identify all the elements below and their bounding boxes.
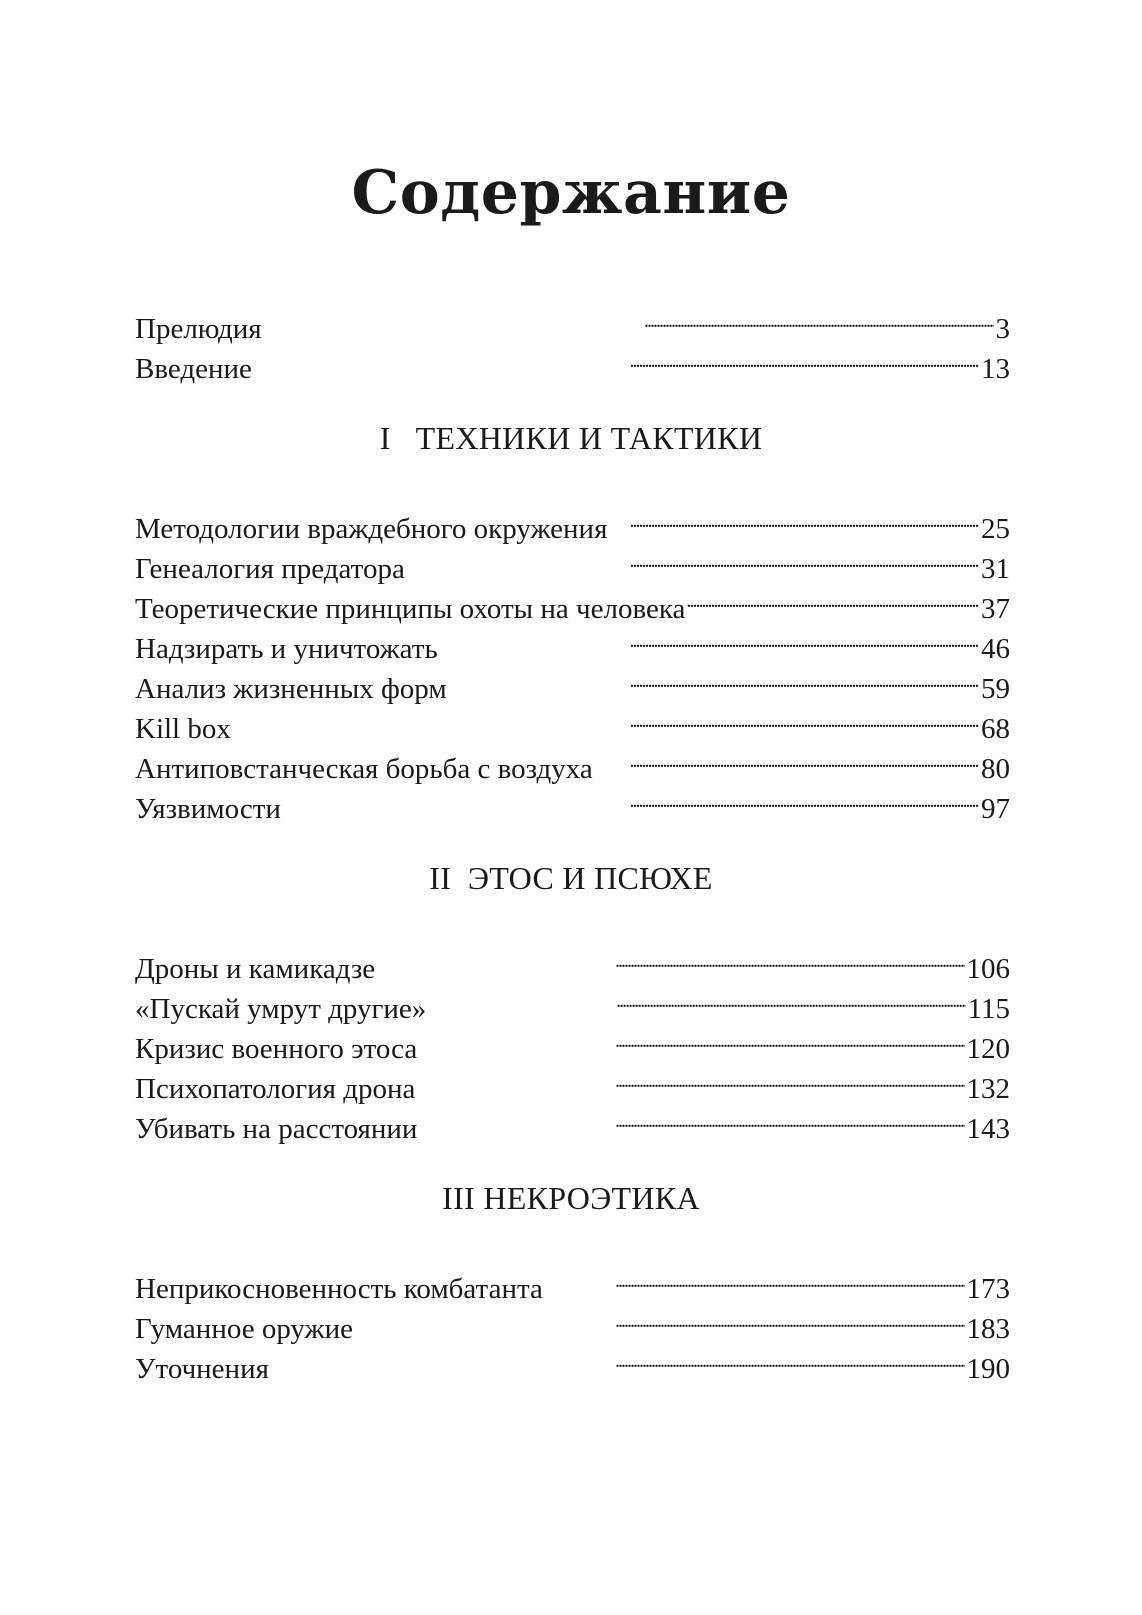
leader-dots [271, 1338, 965, 1378]
toc-entry-label: Кризис военного этоса [135, 1033, 418, 1065]
toc-entry-page: 46 [981, 633, 1010, 665]
toc-entry-page: 132 [966, 1073, 1010, 1105]
leader-dots [440, 618, 979, 658]
toc-entry-label: Методологии враждебного окружения [135, 513, 608, 545]
page-title: Содержание [351, 158, 791, 228]
part-numeral: I [379, 420, 391, 456]
part-numeral: II [429, 860, 452, 896]
leader-dots [407, 538, 979, 578]
leader-dots [283, 778, 979, 818]
part-title: НЕКРОЭТИКА [483, 1180, 700, 1216]
toc-entry-label: Надзирать и уничтожать [135, 633, 438, 665]
toc-entry-page: 183 [966, 1313, 1010, 1345]
toc-entry-page: 3 [995, 313, 1010, 345]
leader-dots [428, 978, 965, 1018]
toc-entry-page: 97 [981, 793, 1010, 825]
leader-dots [595, 738, 979, 778]
leader-dots [687, 578, 979, 618]
toc-entry-page: 190 [966, 1353, 1010, 1385]
toc-entry-page: 59 [981, 673, 1010, 705]
toc-entry[interactable] [135, 1098, 1010, 1149]
toc-entry-label: Уязвимости [135, 793, 281, 825]
toc-entry-label: Психопатология дрона [135, 1073, 416, 1105]
part-heading-1 [0, 418, 1142, 458]
part-heading-3 [0, 1178, 1142, 1218]
toc-entry-label: Гуманное оружие [135, 1313, 353, 1345]
leader-dots [545, 1258, 965, 1298]
toc-entry[interactable] [135, 338, 1010, 389]
toc-entry-label: Убивать на расстоянии [135, 1113, 418, 1145]
toc-entry-label: «Пускай умрут другие» [135, 993, 427, 1025]
toc-entry-label: Генеалогия предатора [135, 553, 405, 585]
toc-entry[interactable] [135, 1338, 1010, 1389]
toc-entry-label: Анализ жизненных форм [135, 673, 447, 705]
leader-dots [417, 1058, 964, 1098]
toc-entry-label: Теоретические принципы охоты на человека [135, 593, 686, 625]
toc-entry-page: 143 [966, 1113, 1010, 1145]
toc-entry-label: Kill box [135, 713, 231, 745]
toc-entry-page: 68 [981, 713, 1010, 745]
toc-entry-page: 115 [967, 993, 1010, 1025]
leader-dots [419, 1018, 964, 1058]
toc-entry-label: Антиповстанческая борьба с воздуха [135, 753, 593, 785]
leader-dots [264, 298, 994, 338]
toc-entry-page: 37 [981, 593, 1010, 625]
toc-entry-page: 106 [966, 953, 1010, 985]
toc-entry[interactable] [135, 778, 1010, 829]
part-title: ЭТОС И ПСЮХЕ [467, 860, 713, 896]
leader-dots [233, 698, 979, 738]
part-numeral: III [442, 1180, 476, 1216]
toc-entry-label: Дроны и камикадзе [135, 953, 376, 985]
toc-entry-page: 25 [981, 513, 1010, 545]
toc-entry-page: 120 [966, 1033, 1010, 1065]
toc-entry-label: Уточнения [135, 1353, 269, 1385]
toc-entry-page: 13 [981, 353, 1010, 385]
leader-dots [449, 658, 979, 698]
leader-dots [254, 338, 979, 378]
leader-dots [355, 1298, 965, 1338]
leader-dots [609, 498, 979, 538]
part-title: ТЕХНИКИ И ТАКТИКИ [415, 420, 763, 456]
part-heading-2 [0, 858, 1142, 898]
leader-dots [419, 1098, 964, 1138]
toc-entry-page: 31 [981, 553, 1010, 585]
leader-dots [377, 938, 964, 978]
toc-entry-page: 80 [981, 753, 1010, 785]
toc-entry-label: Прелюдия [135, 313, 262, 345]
toc-entry-label: Неприкосновенность комбатанта [135, 1273, 543, 1305]
toc-entry-page: 173 [966, 1273, 1010, 1305]
toc-entry-label: Введение [135, 353, 252, 385]
